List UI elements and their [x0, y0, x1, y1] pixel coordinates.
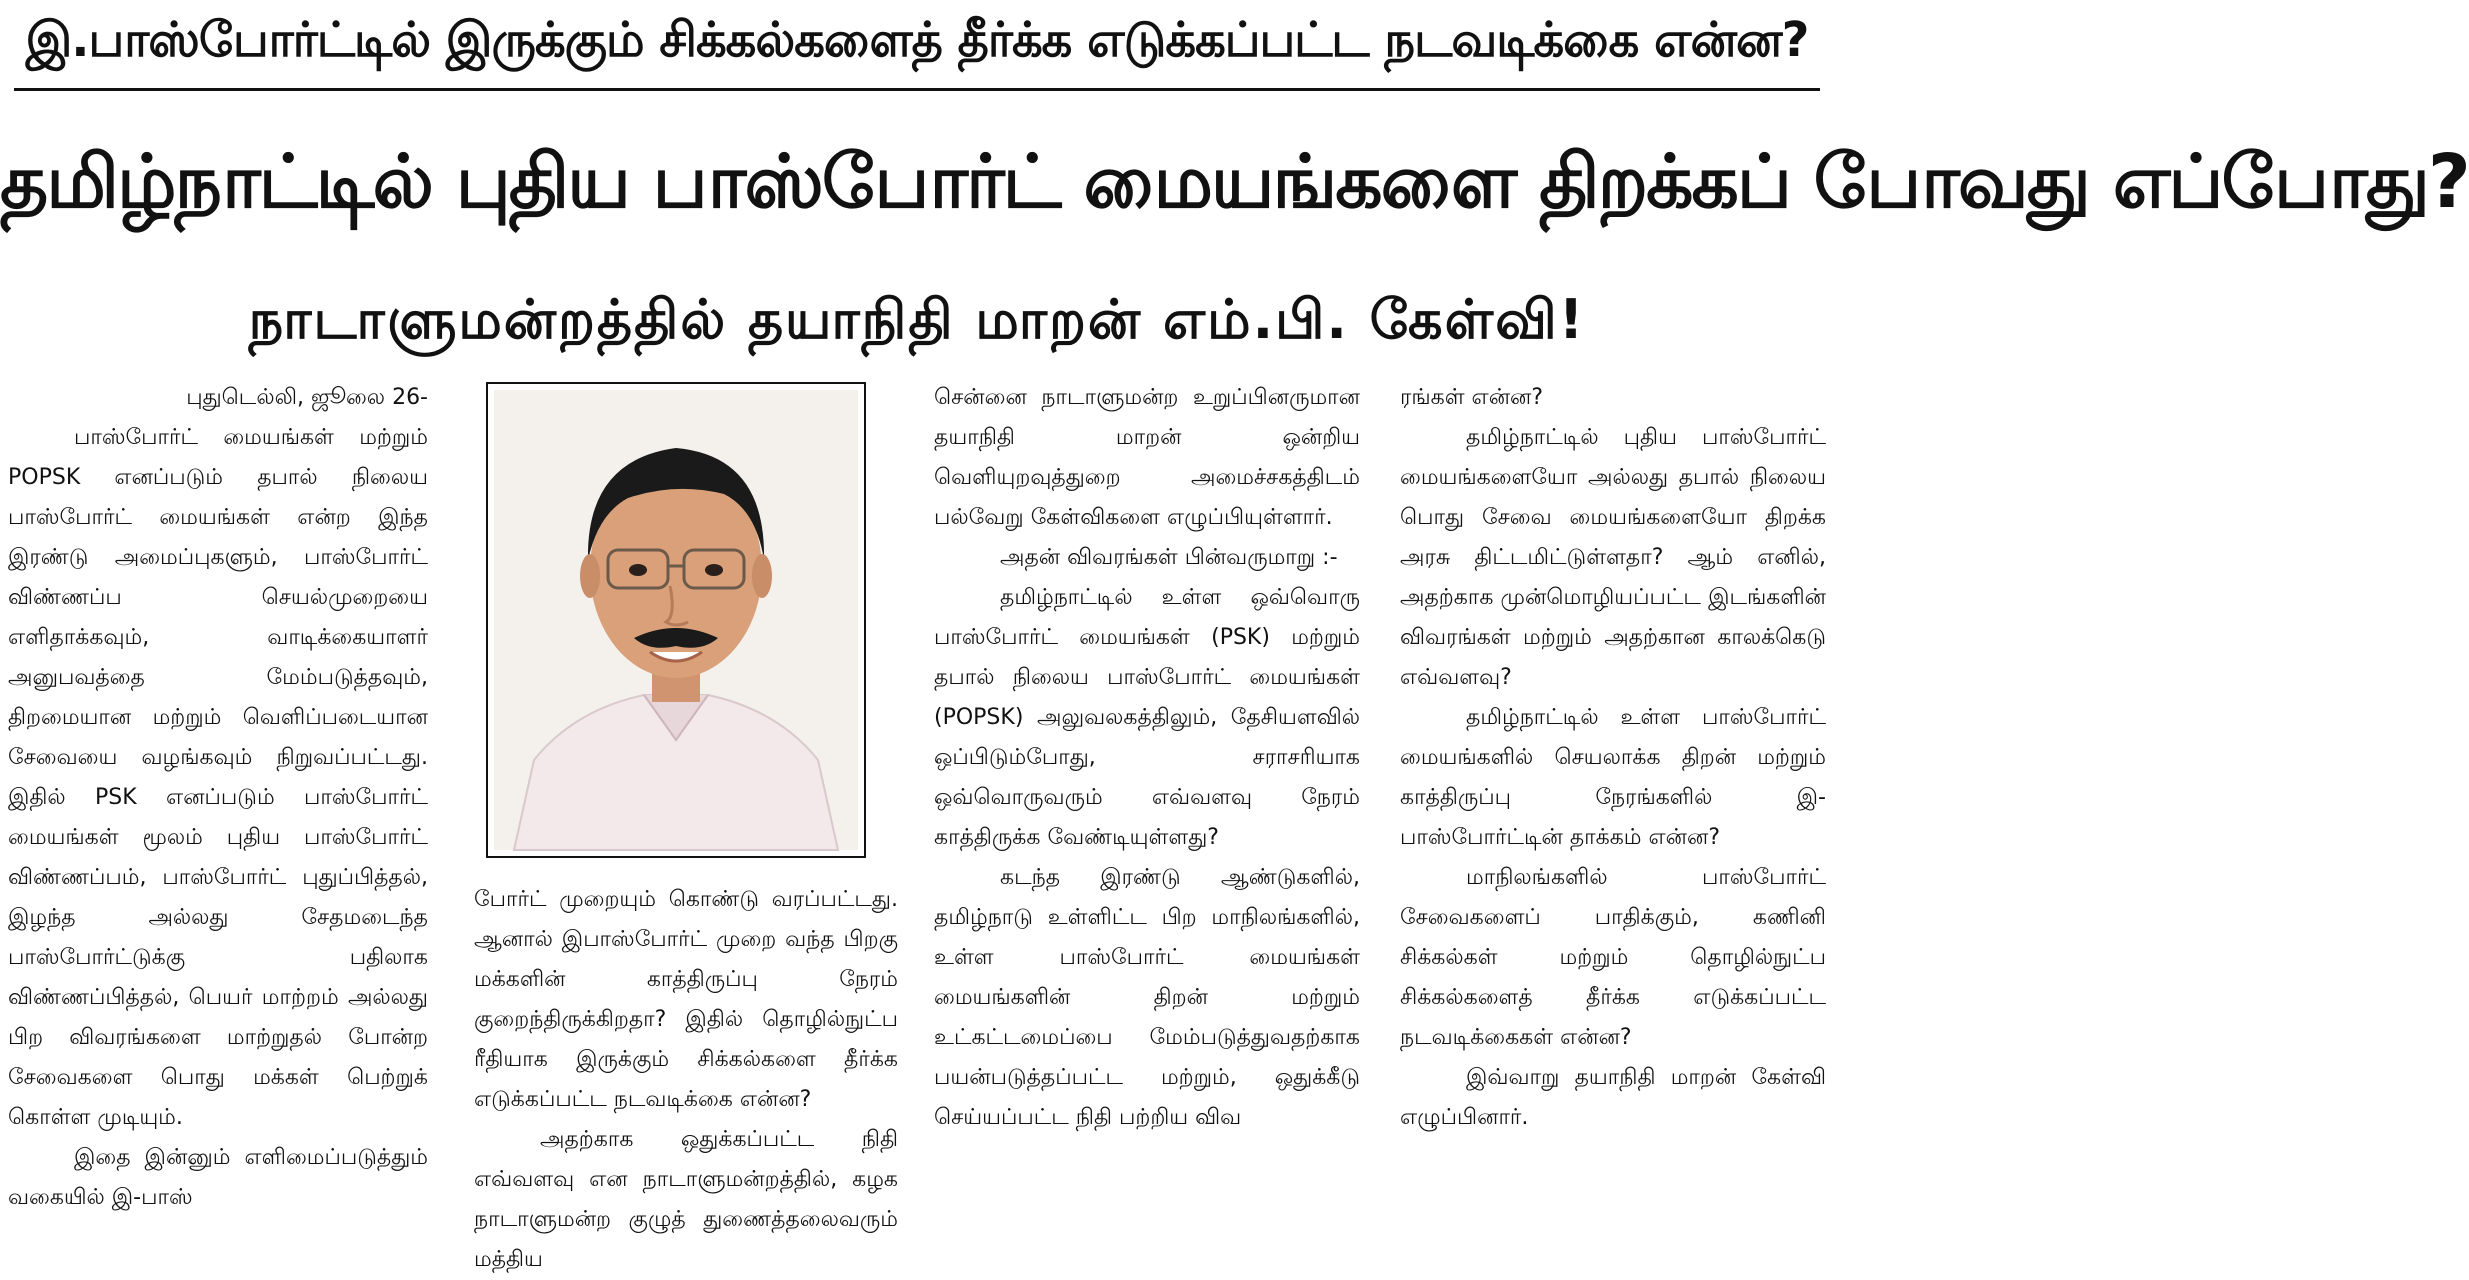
paragraph: பாஸ்போர்ட் மையங்கள் மற்றும் POPSK எனப்படும் தபால் நிலைய பாஸ்போர்ட் மையங்கள் என்ற இந்த இரண்டு அமைப்புகளும், பாஸ்போர்ட் விண்ணப்ப செயல்முறையை எளிதாக்கவும், வாடிக்கையாளர் அனுபவத்தை மேம்படுத்தவும், திறமையான மற்றும் வெளிப்படையான சேவையை வழங்கவும் நிறுவப்பட்டது. இதில் PSK எனப்படும் பாஸ்போர்ட் மையங்கள் மூலம் புதிய பாஸ்போர்ட் விண்ணப்பம், பாஸ்போர்ட் புதுப்பித்தல், இழந்த அல்லது சேதமடைந்த பாஸ்போர்ட்டுக்கு பதிலாக விண்ணப்பித்தல், பெயர் மாற்றம் அல்லது பிற விவரங்களை மாற்றுதல் போன்ற சேவைகளை பொது மக்கள் பெற்றுக் கொள்ள முடியும். [8, 425, 428, 1130]
paragraph: தமிழ்நாட்டில் உள்ள பாஸ்போர்ட் மையங்களில் செயலாக்க திறன் மற்றும் காத்திருப்பு நேரங்களில் இ-பாஸ்போர்ட்டின் தாக்கம் என்ன? [1400, 705, 1826, 850]
main-headline: தமிழ்நாட்டில் புதிய பாஸ்போர்ட் மையங்களை திறக்கப் போவது எப்போது? [0, 139, 2469, 225]
article-column-1 [8, 378, 428, 1250]
article-column-3 [934, 378, 1360, 1250]
article-column-4 [1400, 378, 1826, 1250]
divider-rule [14, 88, 1820, 91]
portrait-photo [486, 382, 866, 858]
paragraph: தமிழ்நாட்டில் உள்ள ஒவ்வொரு பாஸ்போர்ட் மையங்கள் (PSK) மற்றும் தபால் நிலைய பாஸ்போர்ட் மையங்கள் (POPSK) அலுவலகத்திலும், தேசியளவில் ஒப்பிடும்போது, சராசரியாக ஒவ்வொருவரும் எவ்வளவு நேரம் காத்திருக்க வேண்டியுள்ளது? [934, 585, 1360, 850]
paragraph: மாநிலங்களில் பாஸ்போர்ட் சேவைகளைப் பாதிக்கும், கணினி சிக்கல்கள் மற்றும் தொழில்நுட்ப சிக்கல்களைத் தீர்க்க எடுக்கப்பட்ட நடவடிக்கைகள் என்ன? [1400, 865, 1826, 1050]
paragraph: கடந்த இரண்டு ஆண்டுகளில், தமிழ்நாடு உள்ளிட்ட பிற மாநிலங்களில், உள்ள பாஸ்போர்ட் மையங்கள் மையங்களின் திறன் மற்றும் உட்கட்டமைப்பை மேம்படுத்துவதற்காக பயன்படுத்தப்பட்ட மற்றும், ஒதுக்கீடு செய்யப்பட்ட நிதி பற்றிய விவ [934, 865, 1360, 1130]
dateline: புதுடெல்லி, ஜூலை 26- [186, 385, 428, 410]
paragraph: அதன் விவரங்கள் பின்வருமாறு :- [1000, 545, 1338, 570]
paragraph: இவ்வாறு தயாநிதி மாறன் கேள்வி எழுப்பினார். [1400, 1065, 1826, 1130]
paragraph: தமிழ்நாட்டில் புதிய பாஸ்போர்ட் மையங்களையோ அல்லது தபால் நிலைய பொது சேவை மையங்களையோ திறக்க அரசு திட்டமிட்டுள்ளதா? ஆம் எனில், அதற்காக முன்மொழியப்பட்ட இடங்களின் விவரங்கள் மற்றும் அதற்கான காலக்கெடு எவ்வளவு? [1400, 425, 1826, 690]
kicker-headline: இ.பாஸ்போர்ட்டில் இருக்கும் சிக்கல்களைத் தீர்க்க எடுக்கப்பட்ட நடவடிக்கை என்ன? [25, 12, 1809, 68]
sub-headline: நாடாளுமன்றத்தில் தயாநிதி மாறன் எம்.பி. கேள்வி! [248, 288, 1586, 351]
paragraph: போர்ட் முறையும் கொண்டு வரப்பட்டது. ஆனால் இபாஸ்போர்ட் முறை வந்த பிறகு மக்களின் காத்திருப்பு நேரம் குறைந்திருக்கிறதா? இதில் தொழில்நுட்ப ரீதியாக இருக்கும் சிக்கல்களை தீர்க்க எடுக்கப்பட்ட நடவடிக்கை என்ன? [474, 887, 898, 1112]
portrait-illustration [494, 390, 858, 850]
article-column-2 [474, 880, 898, 1272]
paragraph: அதற்காக ஒதுக்கப்பட்ட நிதி எவ்வளவு என நாடாளுமன்றத்தில், கழக நாடாளுமன்ற குழுத் துணைத்தலைவரும் மத்திய [474, 1127, 898, 1272]
paragraph: சென்னை நாடாளுமன்ற உறுப்பினருமான தயாநிதி மாறன் ஒன்றிய வெளியுறவுத்துறை அமைச்சகத்திடம் பல்வேறு கேள்விகளை எழுப்பியுள்ளார். [934, 385, 1360, 530]
paragraph: ரங்கள் என்ன? [1400, 385, 1544, 410]
paragraph: இதை இன்னும் எளிமைப்படுத்தும் வகையில் இ-பாஸ் [8, 1145, 428, 1210]
portrait-photo-icon [494, 390, 858, 850]
